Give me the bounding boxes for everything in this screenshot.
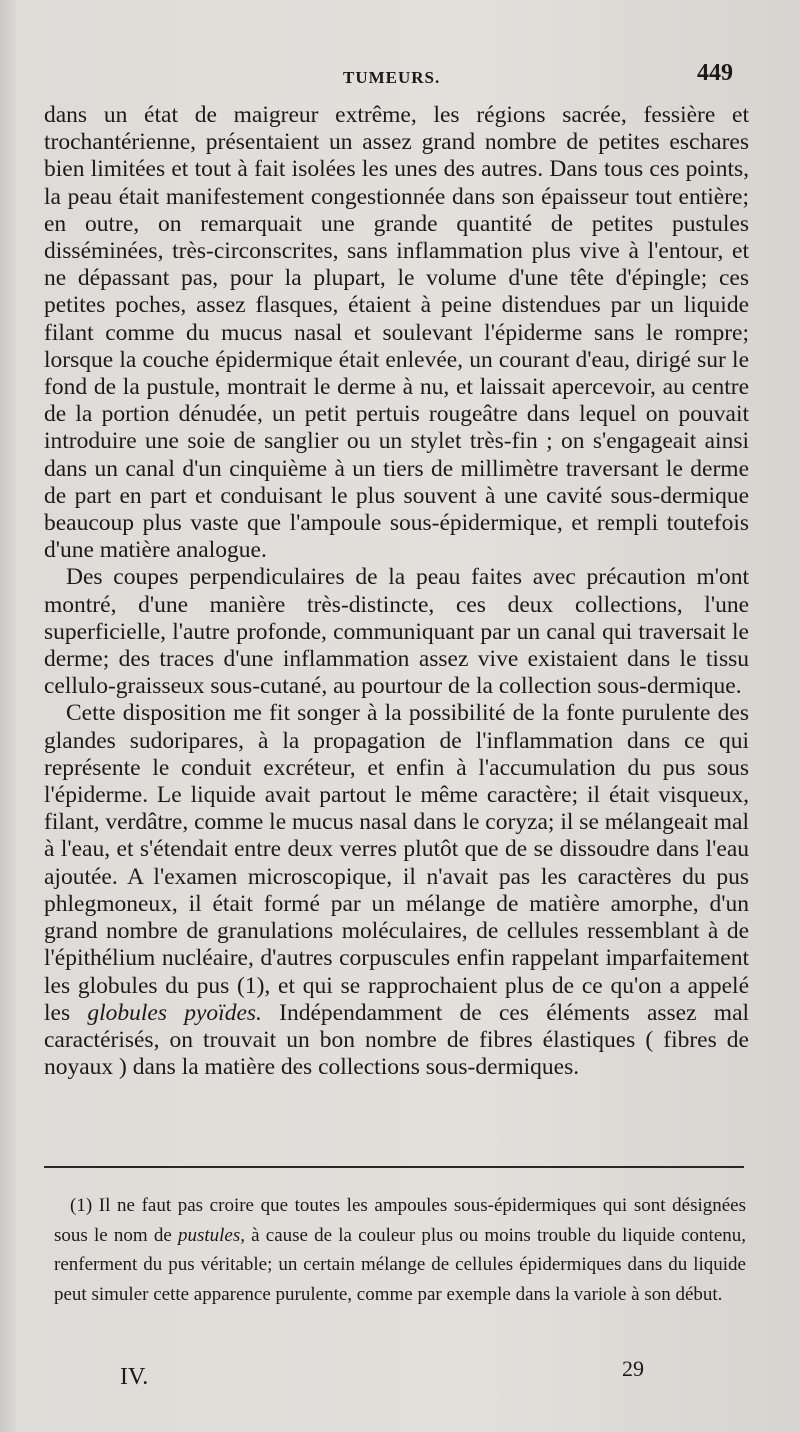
italic-term: globules pyoïdes. (87, 999, 262, 1026)
signature-mark: IV. (120, 1364, 149, 1390)
paragraph-3-text-end: Indépendamment de ces éléments assez mal caractérisés, on trouvait un bon nombre de fibres élastiques ( fibres de noyaux ) dans la matière des collections sous-dermiques. (44, 999, 750, 1081)
paragraph-2: Des coupes perpendiculaires de la peau faites avec précaution m'ont montré, d'une manière très-distincte, ces deux collections, l'une superficielle, l'autre profonde, communiquant par un canal qui traversait le derme; des traces d'une inflammation assez vive existaient dans le tissu cellulo-graisseux sous-cutané, au pourtour de la collection sous-dermique. (44, 564, 749, 700)
paragraph-1: dans un état de maigreur extrême, les régions sacrée, fessière et trochantérienne, présentaient un assez grand nombre de petites eschares bien limitées et tout à fait isolées les unes des autres. Dans tous ces points, la peau était manifestement congestionnée dans son épaisseur tout entière; en outre, on remarquait une grande quantité de petites pustules disséminées, très-circonscrites, sans inflammation plus vive à l'entour, et ne dépassant pas, pour la plupart, le volume d'une tête d'épingle; ces petites poches, assez flasques, étaient à peine distendues par un liquide filant comme du mucus nasal et soulevant l'épiderme sans le rompre; lorsque la couche épidermique était enlevée, un courant d'eau, dirigé sur le fond de la pustule, montrait le derme à nu, et laissait apercevoir, au centre de la portion dénudée, un petit pertuis rougeâtre dans lequel on pouvait introduire une soie de sanglier ou un stylet très-fin ; on s'engageait ainsi dans un canal d'un cinquième à un tiers de millimètre traversant le derme de part en part et conduisant le plus souvent à une cavité sous-dermique beaucoup plus vaste que l'ampoule sous-épidermique, et rempli toutefois d'une matière analogue. (44, 102, 749, 564)
sheet-number: 29 (622, 1356, 644, 1381)
footnote-italic-term: pustules, (177, 1224, 245, 1246)
footnote-text-start: (1) Il ne faut pas croire que toutes les ampoules sous-épidermiques qui sont désignées sous le nom de (54, 1195, 746, 1246)
footnote-divider (44, 1166, 744, 1168)
running-title: TUMEURS. (343, 68, 441, 87)
paragraph-3-text-start: Cette disposition me fit songer à la possibilité de la fonte purulente des glandes sudoripares, à la propagation de l'inflammation dans ce qui représente le conduit excréteur, et enfin à l'accumulation du pus sous l'épiderme. Le liquide avait partout le même caractère; il était visqueux, filant, verdâtre, comme le mucus nasal dans le coryza; il se mélangeait mal à l'eau, et s'étendait entre deux verres plutôt que de se dissoudre dans l'eau ajoutée. A l'examen microscopique, il n'avait pas les caractères du pus phlegmoneux, il était formé par un mélange de matière amorphe, d'un grand nombre de granulations moléculaires, de cellules ressemblant à de l'épithélium nucléaire, d'autres corpuscules enfin rappelant imparfaitement les globules du pus (1), et qui se rapprochaient plus de ce qu'on a appelé les (44, 700, 749, 1026)
paragraph-3 (44, 700, 749, 1081)
footnote-text-end: à cause de la couleur plus ou moins trouble du liquide contenu, renferment du pus véritable; un certain mélange de cellules épidermiques dans du liquide peut simuler cette apparence purulente, comme par exemple dans la variole à son début. (54, 1224, 747, 1305)
page-number: 449 (697, 60, 733, 86)
page-header (0, 60, 800, 100)
footnote (54, 1191, 746, 1309)
footnote-text (54, 1191, 746, 1309)
main-text (44, 102, 749, 1081)
